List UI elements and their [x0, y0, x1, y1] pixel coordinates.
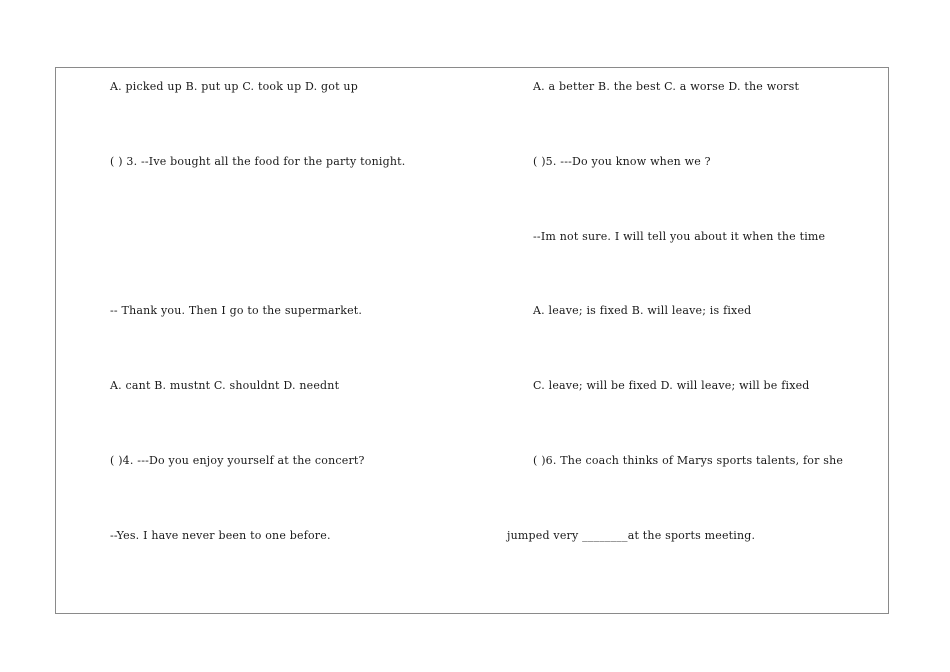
q6-question: ( )6. The coach thinks of Marys sports talents, for she: [533, 454, 844, 467]
q3-question: ( ) 3. --Ive bought all the food for the party tonight.: [110, 155, 406, 168]
q4-question: ( )4. ---Do you enjoy yourself at the concert?: [110, 454, 365, 467]
q5-options-ab: A. leave; is fixed B. will leave; is fixed: [533, 304, 752, 317]
q5-question: ( )5. ---Do you know when we ?: [533, 155, 711, 168]
q5-response: --Im not sure. I will tell you about it when the time: [533, 230, 826, 243]
q3-response: -- Thank you. Then I go to the supermarket.: [110, 304, 363, 317]
q2-options: A. picked up B. put up C. took up D. got up: [110, 80, 358, 93]
q6-question-cont: jumped very ________at the sports meeting.: [507, 529, 756, 542]
q4-options: A. a better B. the best C. a worse D. the worst: [533, 80, 800, 93]
q5-options-cd: C. leave; will be fixed D. will leave; will be fixed: [533, 379, 810, 392]
q3-options: A. cant B. mustnt C. shouldnt D. neednt: [110, 379, 340, 392]
q4-response: --Yes. I have never been to one before.: [110, 529, 331, 542]
